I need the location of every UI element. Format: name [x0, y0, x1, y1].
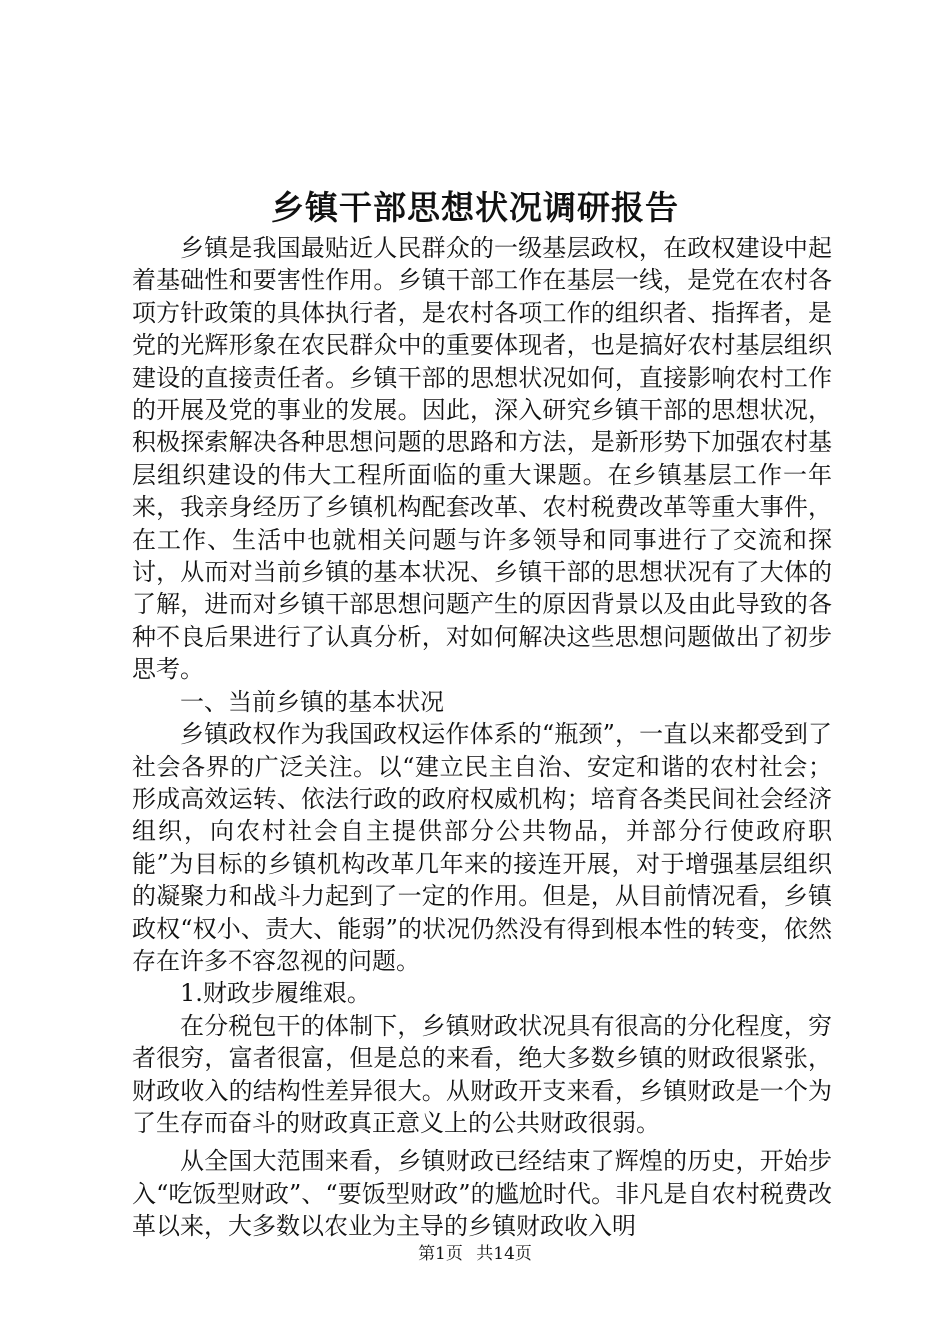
intro-paragraph: 乡镇是我国最贴近人民群众的一级基层政权，在政权建设中起着基础性和要害性作用。乡镇干部工作在基层一线，是党在农村各项方针政策的具体执行者，是农村各项工作的组织者、指挥者，是党的光辉形象在农民群众中的重要体现者，也是搞好农村基层组织建设的直接责任者。乡镇干部的思想状况如何，直接影响农村工作的开展及党的事业的发展。因此，深入研究乡镇干部的思想状况，积极探索解决各种思想问题的思路和方法，是新形势下加强农村基层组织建设的伟大工程所面临的重大课题。在乡镇基层工作一年来，我亲身经历了乡镇机构配套改革、农村税费改革等重大事件，在工作、生活中也就相关问题与许多领导和同事进行了交流和探讨，从而对当前乡镇的基本状况、乡镇干部的思想状况有了大体的了解，进而对乡镇干部思想问题产生的原因背景以及由此导致的各种不良后果进行了认真分析，对如何解决这些思想问题做出了初步思考。 [132, 234, 832, 684]
section-heading-1: 一、当前乡镇的基本状况 [180, 687, 444, 716]
page-number: 第1页 [418, 1244, 463, 1264]
subsection-heading-1: 1.财政步履维艰。 [180, 979, 371, 1008]
subsection-1-paragraph-1: 在分税包干的体制下，乡镇财政状况具有很高的分化程度，穷者很穷，富者很富，但是总的来看，绝大多数乡镇的财政很紧张，财政收入的结构性差异很大。从财政开支来看，乡镇财政是一个为了生存而奋斗的财政真正意义上的公共财政很弱。 [132, 1011, 832, 1137]
document-title: 乡镇干部思想状况调研报告 [271, 188, 679, 227]
page-total: 共14页 [476, 1244, 532, 1264]
subsection-1-paragraph-2: 从全国大范围来看，乡镇财政已经结束了辉煌的历史，开始步入“吃饭型财政”、“要饭型财政”的尴尬时代。非凡是自农村税费改革以来，大多数以农业为主导的乡镇财政收入明 [132, 1147, 832, 1241]
section-1-paragraph: 乡镇政权作为我国政权运作体系的“瓶颈”，一直以来都受到了社会各界的广泛关注。以“建立民主自治、安定和谐的农村社会；形成高效运转、依法行政的政府权威机构；培育各类民间社会经济组织，向农村社会自主提供部分公共物品，并部分行使政府职能”为目标的乡镇机构改革几年来的接连开展，对于增强基层组织的凝聚力和战斗力起到了一定的作用。但是，从目前情况看，乡镇政权“权小、责大、能弱”的状况仍然没有得到根本性的转变，依然存在许多不容忽视的问题。 [132, 720, 832, 975]
document-body [132, 232, 832, 1243]
page-footer [0, 1243, 950, 1265]
